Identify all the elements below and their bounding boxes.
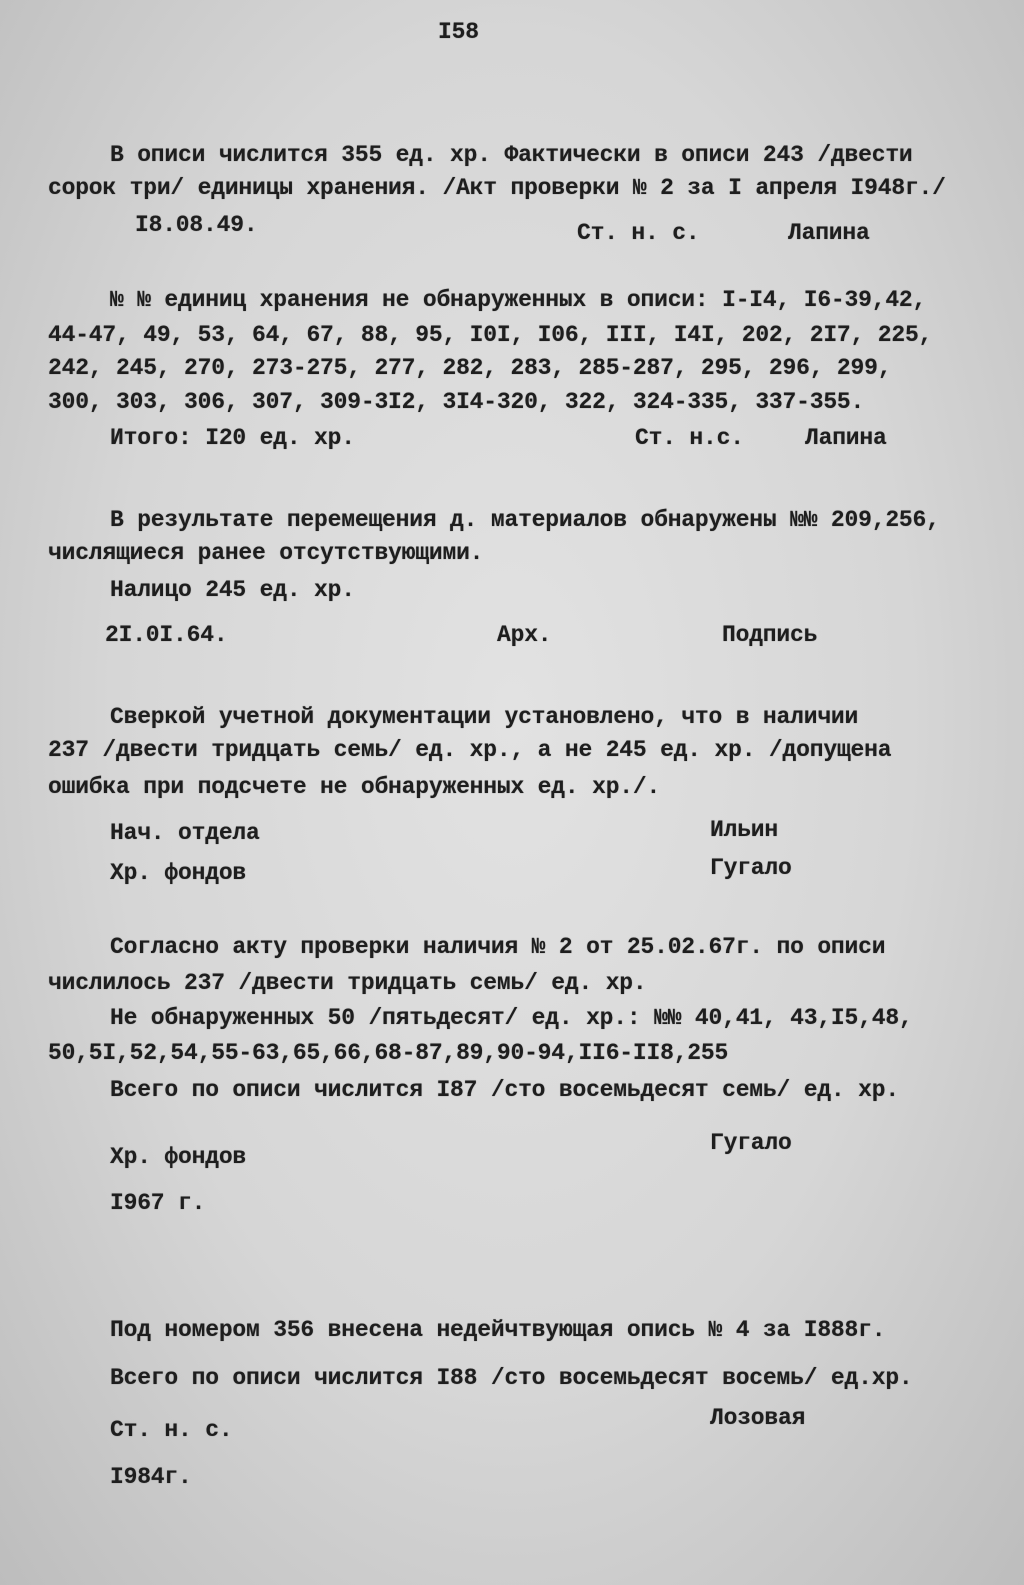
signer: Гугало — [710, 855, 792, 881]
text-line: В описи числится 355 ед. хр. Фактически в описи 243 /двести — [110, 142, 913, 168]
signer: Ильин — [710, 817, 779, 843]
text-line: 300, 303, 306, 307, 309-3I2, 3I4-320, 322, 324-335, 337-355. — [48, 389, 865, 415]
position: Ст. н. с. — [577, 220, 700, 246]
text-line: 44-47, 49, 53, 64, 67, 88, 95, I0I, I06, III, I4I, 202, 2I7, 225, — [48, 322, 933, 348]
text-line: В результате перемещения д. материалов обнаружены №№ 209,256, — [110, 507, 940, 533]
signer: Лапина — [805, 425, 887, 451]
page-number: I58 — [438, 19, 479, 45]
position: Хр. фондов — [110, 1144, 247, 1170]
text-line: Сверкой учетной документации установлено, что в наличии — [110, 704, 859, 730]
text-line: ошибка при подсчете не обнаруженных ед. хр./. — [48, 774, 661, 800]
signer: Подпись — [722, 622, 818, 648]
position: Ст. н.с. — [635, 425, 744, 451]
text-line: Налицо 245 ед. хр. — [110, 577, 355, 603]
total: Итого: I20 ед. хр. — [110, 425, 355, 451]
position: Ст. н. с. — [110, 1417, 233, 1443]
signer: Гугало — [710, 1130, 792, 1156]
text-line: № № единиц хранения не обнаруженных в описи: I-I4, I6-39,42, — [110, 287, 927, 313]
date: 2I.0I.64. — [105, 622, 228, 648]
year: I984г. — [110, 1464, 192, 1490]
signer: Лапина — [788, 220, 870, 246]
text-line: числящиеся ранее отсутствующими. — [48, 540, 484, 566]
position: Нач. отдела — [110, 820, 260, 846]
text-line: сорок три/ единицы хранения. /Акт проверки № 2 за I апреля I948г./ — [48, 175, 946, 201]
text-line: Под номером 356 внесена недейчтвующая опись № 4 за I888г. — [110, 1317, 886, 1343]
signer: Лозовая — [710, 1405, 806, 1431]
text-line: Согласно акту проверки наличия № 2 от 25.02.67г. по описи — [110, 934, 886, 960]
text-line: Всего по описи числится I88 /сто восемьдесят восемь/ ед.хр. — [110, 1365, 913, 1391]
text-line: 50,5I,52,54,55-63,65,66,68-87,89,90-94,II6-II8,255 — [48, 1040, 729, 1066]
date: I8.08.49. — [135, 212, 258, 238]
text-line: Всего по описи числится I87 /сто восемьдесят семь/ ед. хр. — [110, 1077, 899, 1103]
text-line: 237 /двести тридцать семь/ ед. хр., а не 245 ед. хр. /допущена — [48, 737, 892, 763]
position: Хр. фондов — [110, 860, 247, 886]
text-line: Не обнаруженных 50 /пятьдесят/ ед. хр.: №№ 40,41, 43,I5,48, — [110, 1005, 913, 1031]
position: Арх. — [497, 622, 552, 648]
year: I967 г. — [110, 1190, 206, 1216]
text-line: 242, 245, 270, 273-275, 277, 282, 283, 285-287, 295, 296, 299, — [48, 355, 892, 381]
text-line: числилось 237 /двести тридцать семь/ ед. хр. — [48, 970, 647, 996]
